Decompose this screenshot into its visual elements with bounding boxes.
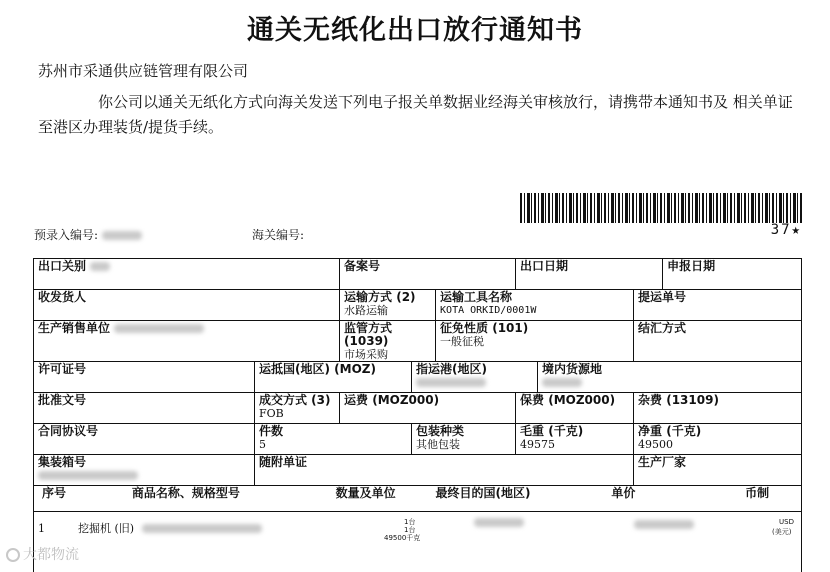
form-row-4 (34, 362, 802, 393)
domestic-source-cell: 境内货源地 (538, 362, 802, 393)
approval-cell: 批准文号 (34, 393, 255, 424)
freight-cell: 运费 (MOZ000) (340, 393, 516, 424)
dest-port-cell: 指运港(地区) (412, 362, 538, 393)
declaration-form (33, 258, 802, 572)
vehicle-cell: 运输工具名称 KOTA ORKID/0001W (436, 290, 634, 321)
record-no-cell: 备案号 (340, 259, 516, 290)
form-row-2 (34, 290, 802, 321)
trade-terms-cell: 成交方式 (3) FOB (255, 393, 340, 424)
company-name: 苏州市采通供应链管理有限公司 (38, 62, 249, 80)
export-port-cell: 出口关别 (34, 259, 340, 290)
goods-row (34, 512, 802, 572)
documents-cell: 随附单证 (255, 455, 634, 486)
goods-currency-name: (美元) (772, 528, 792, 536)
tax-cell: 征免性质 (101) 一般征税 (436, 321, 634, 362)
settlement-cell: 结汇方式 (634, 321, 802, 362)
consignor-cell: 收发货人 (34, 290, 340, 321)
pieces-cell: 件数 5 (255, 424, 412, 455)
customs-no-label: 海关编号: (252, 228, 305, 242)
package-cell: 包装种类 其他包装 (412, 424, 516, 455)
goods-header-dest: 最终目的国(地区) (435, 486, 531, 500)
notice-text: 你公司以通关无纸化方式向海关发送下列电子报关单数据业经海关审核放行，请携带本通知书及 相关单证至港区办理装货/提货手续。 (38, 93, 793, 136)
license-cell: 许可证号 (34, 362, 255, 393)
export-date-cell: 出口日期 (516, 259, 663, 290)
gross-weight-cell: 毛重 (千克) 49575 (516, 424, 634, 455)
goods-qty-1: 1台 (404, 518, 416, 526)
pre-entry-no-label: 预录入编号: (34, 226, 142, 243)
watermark-icon (6, 548, 20, 562)
goods-header-qty: 数量及单位 (335, 486, 396, 500)
barcode-image (520, 193, 802, 223)
form-row-6 (34, 424, 802, 455)
goods-header-seq: 序号 (42, 486, 67, 500)
net-weight-cell: 净重 (千克) 49500 (634, 424, 802, 455)
barcode-number: 37★ (770, 222, 802, 238)
form-row-7 (34, 455, 802, 486)
goods-name: 挖掘机 (旧) (78, 522, 135, 535)
form-row-5 (34, 393, 802, 424)
goods-currency-code: USD (779, 518, 794, 526)
goods-header-name: 商品名称、规格型号 (131, 486, 240, 500)
dest-country-cell: 运抵国(地区) (MOZ) (255, 362, 412, 393)
goods-header-price: 单价 (611, 486, 636, 500)
redacted-value (102, 231, 142, 240)
transport-mode-cell: 运输方式 (2) 水路运输 (340, 290, 436, 321)
page-title: 通关无纸化出口放行通知书 (247, 15, 583, 46)
contract-cell: 合同协议号 (34, 424, 255, 455)
manufacturer-cell: 生产厂家 (634, 455, 802, 486)
container-cell: 集装箱号 (34, 455, 255, 486)
form-row-3 (34, 321, 802, 362)
bill-no-cell: 提运单号 (634, 290, 802, 321)
goods-header-row (34, 486, 802, 512)
goods-header-currency: 币制 (745, 486, 770, 500)
form-row-1 (34, 259, 802, 290)
insurance-cell: 保费 (MOZ000) (516, 393, 634, 424)
goods-qty-2: 1台 (404, 526, 416, 534)
goods-qty-3: 49500千克 (384, 534, 421, 542)
producer-cell: 生产销售单位 (34, 321, 340, 362)
goods-row-cell (34, 512, 802, 572)
declare-date-cell: 申报日期 (663, 259, 802, 290)
goods-header-cell (34, 486, 802, 512)
goods-seq: 1 (38, 522, 45, 535)
watermark: 大都物流 (6, 544, 79, 564)
supervision-cell: 监管方式 (1039) 市场采购 (340, 321, 436, 362)
misc-fee-cell: 杂费 (13109) (634, 393, 802, 424)
